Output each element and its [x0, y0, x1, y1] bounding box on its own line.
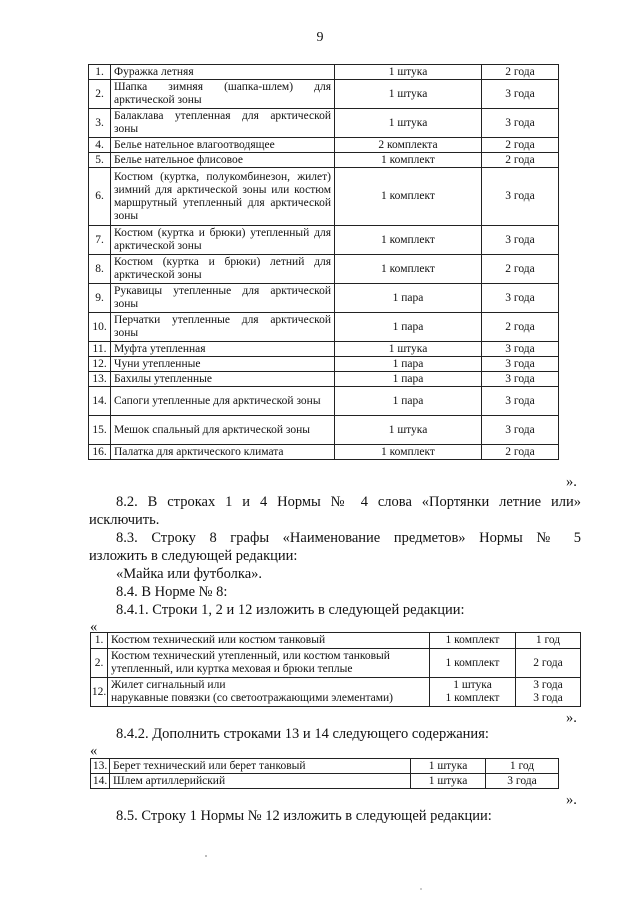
item-name: Костюм технический утепленный, или костюм танковый утепленный, или куртка меховая и брюки теплые	[108, 649, 430, 678]
item-quantity: 1 пара	[335, 387, 482, 416]
item-term: 3 года	[482, 168, 559, 226]
item-quantity: 2 комплекта	[335, 138, 482, 153]
item-term: 2 года	[482, 445, 559, 460]
item-term: 2 года	[482, 255, 559, 284]
item-term: 1 год	[486, 759, 559, 774]
item-name: Шлем артиллерийский	[110, 774, 411, 789]
row-number: 2.	[91, 649, 108, 678]
row-number: 10.	[89, 313, 111, 342]
row-number: 13.	[89, 372, 111, 387]
item-term: 3 года	[482, 372, 559, 387]
item-quantity-line-1: 1 штука	[453, 679, 492, 691]
item-name: Костюм (куртка, полукомбинезон, жилет) зимний для арктической зоны или костюм маршрутный утепленный для арктической зоны	[111, 168, 335, 226]
table-row	[89, 168, 559, 226]
item-term	[516, 678, 581, 707]
item-quantity	[430, 678, 516, 707]
row-number: 12.	[89, 357, 111, 372]
item-name: Белье нательное флисовое	[111, 153, 335, 168]
item-name: Сапоги утепленные для арктической зоны	[111, 387, 335, 416]
item-quantity: 1 пара	[335, 284, 482, 313]
item-quantity: 1 комплект	[430, 633, 516, 649]
item-term: 2 года	[482, 153, 559, 168]
row-number: 6.	[89, 168, 111, 226]
item-name: Перчатки утепленные для арктической зоны	[111, 313, 335, 342]
item-term: 3 года	[482, 342, 559, 357]
item-term: 2 года	[482, 313, 559, 342]
item-name: Берет технический или берет танковый	[110, 759, 411, 774]
item-name: Рукавицы утепленные для арктической зоны	[111, 284, 335, 313]
item-quantity: 1 штука	[335, 416, 482, 445]
item-term: 3 года	[482, 109, 559, 138]
paragraph-8-4: 8.4. В Норме № 8:	[116, 584, 228, 600]
open-quote-1: «	[90, 619, 98, 635]
paragraph-8-5: 8.5. Строку 1 Нормы № 12 изложить в следующей редакции:	[116, 808, 492, 824]
item-term: 2 года	[482, 138, 559, 153]
row-number: 16.	[89, 445, 111, 460]
item-name: Палатка для арктического климата	[111, 445, 335, 460]
table-row	[89, 357, 559, 372]
table-row	[91, 759, 559, 774]
table-row	[89, 226, 559, 255]
row-number: 13.	[91, 759, 110, 774]
item-quantity: 1 штука	[335, 80, 482, 109]
row-number: 2.	[89, 80, 111, 109]
row-number: 4.	[89, 138, 111, 153]
table-row	[89, 284, 559, 313]
table-row	[89, 313, 559, 342]
close-quote-2: ».	[566, 710, 577, 726]
paragraph-8-4-1: 8.4.1. Строки 1, 2 и 12 изложить в следующей редакции:	[116, 602, 465, 618]
norm-8-table	[90, 632, 581, 707]
table-row	[89, 153, 559, 168]
item-name: Фуражка летняя	[111, 65, 335, 80]
norm-table	[88, 64, 559, 460]
paragraph-8-2: 8.2. В строках 1 и 4 Нормы № 4 слова «Портянки летние или»	[116, 494, 581, 510]
row-number: 14.	[91, 774, 110, 789]
item-name: Костюм (куртка и брюки) летний для арктической зоны	[111, 255, 335, 284]
item-quantity: 1 штука	[335, 342, 482, 357]
table-row	[89, 342, 559, 357]
item-quantity: 1 комплект	[335, 153, 482, 168]
table-row	[89, 416, 559, 445]
table-row	[89, 65, 559, 80]
item-name: Белье нательное влагоотводящее	[111, 138, 335, 153]
row-number: 7.	[89, 226, 111, 255]
item-term: 3 года	[482, 226, 559, 255]
item-name: Костюм технический или костюм танковый	[108, 633, 430, 649]
item-name: Балаклава утепленная для арктической зоны	[111, 109, 335, 138]
item-name: Чуни утепленные	[111, 357, 335, 372]
item-term: 3 года	[482, 387, 559, 416]
row-number: 5.	[89, 153, 111, 168]
item-term-line-2: 3 года	[533, 692, 563, 704]
table-row	[89, 138, 559, 153]
table-row	[91, 633, 581, 649]
item-quantity: 1 пара	[335, 357, 482, 372]
item-term: 2 года	[516, 649, 581, 678]
item-quantity: 1 штука	[411, 774, 486, 789]
item-term: 1 год	[516, 633, 581, 649]
table-row	[89, 387, 559, 416]
close-quote-3: ».	[566, 792, 577, 808]
added-rows-table	[90, 758, 559, 789]
item-name	[108, 678, 430, 707]
item-quantity: 1 штука	[411, 759, 486, 774]
item-quantity: 1 комплект	[430, 649, 516, 678]
table-row	[91, 649, 581, 678]
scan-speck	[420, 888, 422, 890]
row-number: 9.	[89, 284, 111, 313]
item-name: Муфта утепленная	[111, 342, 335, 357]
item-quantity: 1 штука	[335, 109, 482, 138]
page-number: 9	[316, 30, 324, 45]
paragraph-8-3-cont: изложить в следующей редакции:	[89, 548, 298, 564]
item-quantity: 1 штука	[335, 65, 482, 80]
scan-speck	[205, 855, 207, 857]
paragraph-8-3: 8.3. Строку 8 графы «Наименование предметов» Нормы № 5	[116, 530, 581, 546]
item-term: 3 года	[482, 80, 559, 109]
item-term: 3 года	[482, 416, 559, 445]
item-term: 3 года	[482, 284, 559, 313]
item-name: Шапка зимняя (шапка-шлем) для арктической зоны	[111, 80, 335, 109]
row-number: 8.	[89, 255, 111, 284]
item-quantity-line-2: 1 комплект	[445, 692, 500, 704]
table-row	[89, 445, 559, 460]
item-name: Костюм (куртка и брюки) утепленный для арктической зоны	[111, 226, 335, 255]
table-row	[91, 774, 559, 789]
item-quantity: 1 комплект	[335, 168, 482, 226]
paragraph-8-3-quote: «Майка или футболка».	[116, 566, 263, 582]
item-term: 3 года	[486, 774, 559, 789]
item-term: 3 года	[482, 357, 559, 372]
item-term-line-1: 3 года	[533, 679, 563, 691]
item-name-line-1: Жилет сигнальный или	[111, 679, 226, 691]
paragraph-8-2-cont: исключить.	[89, 512, 160, 528]
table-row	[89, 80, 559, 109]
paragraph-8-4-2: 8.4.2. Дополнить строками 13 и 14 следующего содержания:	[116, 726, 489, 742]
item-quantity: 1 комплект	[335, 226, 482, 255]
row-number: 1.	[89, 65, 111, 80]
row-number: 15.	[89, 416, 111, 445]
row-number: 1.	[91, 633, 108, 649]
item-quantity: 1 комплект	[335, 255, 482, 284]
item-name: Бахилы утепленные	[111, 372, 335, 387]
item-name-line-2: нарукавные повязки (со светоотражающими элементами)	[111, 692, 394, 704]
open-quote-2: «	[90, 743, 98, 759]
item-quantity: 1 комплект	[335, 445, 482, 460]
row-number: 11.	[89, 342, 111, 357]
table-row	[89, 255, 559, 284]
row-number: 14.	[89, 387, 111, 416]
item-quantity: 1 пара	[335, 372, 482, 387]
table-row	[89, 372, 559, 387]
row-number: 12.	[91, 678, 108, 707]
table-row	[89, 109, 559, 138]
item-term: 2 года	[482, 65, 559, 80]
row-number: 3.	[89, 109, 111, 138]
table-row	[91, 678, 581, 707]
close-quote-1: ».	[566, 474, 577, 490]
item-name: Мешок спальный для арктической зоны	[111, 416, 335, 445]
item-quantity: 1 пара	[335, 313, 482, 342]
